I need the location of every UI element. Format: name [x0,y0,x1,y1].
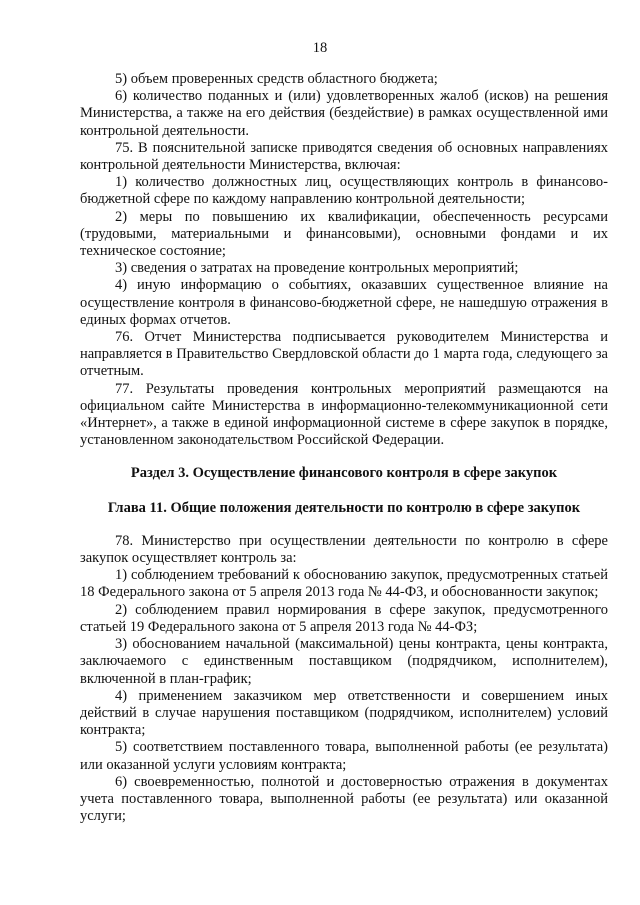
paragraph-control-item-4: 4) применением заказчиком мер ответственности и совершением иных действий в случае нарушения поставщиком (подрядчиком, исполнителем) условий контракта; [80,687,608,739]
paragraph-control-item-6: 6) своевременностью, полнотой и достоверностью отражения в документах учета поставленного товара, выполненной работы (ее результата) или оказанной услуги; [80,773,608,825]
paragraph-item-4-other-info: 4) иную информацию о событиях, оказавших существенное влияние на осуществление контроля в финансово-бюджетной сфере, не нашедшую отражения в единых формах отчетов. [80,277,608,328]
paragraph-control-item-3: 3) обоснованием начальной (максимальной) цены контракта, цены контракта, заключаемого с единственным поставщиком (подрядчиком, исполнителем), включенной в план-график; [80,636,608,687]
paragraph-78-control-scope: 78. Министерство при осуществлении деятельности по контролю в сфере закупок осуществляет контроль за: [80,532,608,567]
paragraph-77-results-publication: 77. Результаты проведения контрольных мероприятий размещаются на официальном сайте Министерства в информационно-телекоммуникационной сети «Интернет», а также в единой информационной системе в сфере закупок в порядке, установленном законодательством Российской Федерации. [80,380,608,449]
paragraph-control-item-1: 1) соблюдением требований к обоснованию закупок, предусмотренных статьей 18 Федерального закона от 5 апреля 2013 года № 44-ФЗ, и обоснованности закупок; [80,567,608,601]
paragraph-item-6-complaints: 6) количество поданных и (или) удовлетворенных жалоб (исков) на решения Министерства, а также на его действия (бездействие) в рамках осуществленной ими контрольной деятельности. [80,88,608,139]
paragraph-control-item-5: 5) соответствием поставленного товара, выполненной работы (ее результата) или оказанной услуги условиям контракта; [80,739,608,773]
page-number: 18 [312,40,328,56]
paragraph-item-2-qualification-measures: 2) меры по повышению их квалификации, обеспеченность ресурсами (трудовыми, материальными и финансовыми), основными фондами и их техническое состояние; [80,208,608,260]
section-heading: Раздел 3. Осуществление финансового контроля в сфере закупок [130,465,558,482]
paragraph-item-3-costs: 3) сведения о затратах на проведение контрольных мероприятий; [115,260,519,277]
paragraph-76-report-signing: 76. Отчет Министерства подписывается руководителем Министерства и направляется в Правительство Свердловской области до 1 марта года, следующего за отчетным. [80,329,608,380]
chapter-heading: Глава 11. Общие положения деятельности по контролю в сфере закупок [107,499,581,516]
paragraph-item-5-audited-funds: 5) объем проверенных средств областного бюджета; [115,71,438,87]
document-body [80,71,608,825]
paragraph-75-explanatory-note: 75. В пояснительной записке приводятся сведения об основных направлениях контрольной деятельности Министерства, включая: [80,139,608,174]
paragraph-item-1-officials-count: 1) количество должностных лиц, осуществляющих контроль в финансово-бюджетной сфере по каждому направлению контрольной деятельности; [80,174,608,208]
paragraph-control-item-2: 2) соблюдением правил нормирования в сфере закупок, предусмотренного статьей 19 Федерального закона от 5 апреля 2013 года № 44-ФЗ; [80,601,608,635]
